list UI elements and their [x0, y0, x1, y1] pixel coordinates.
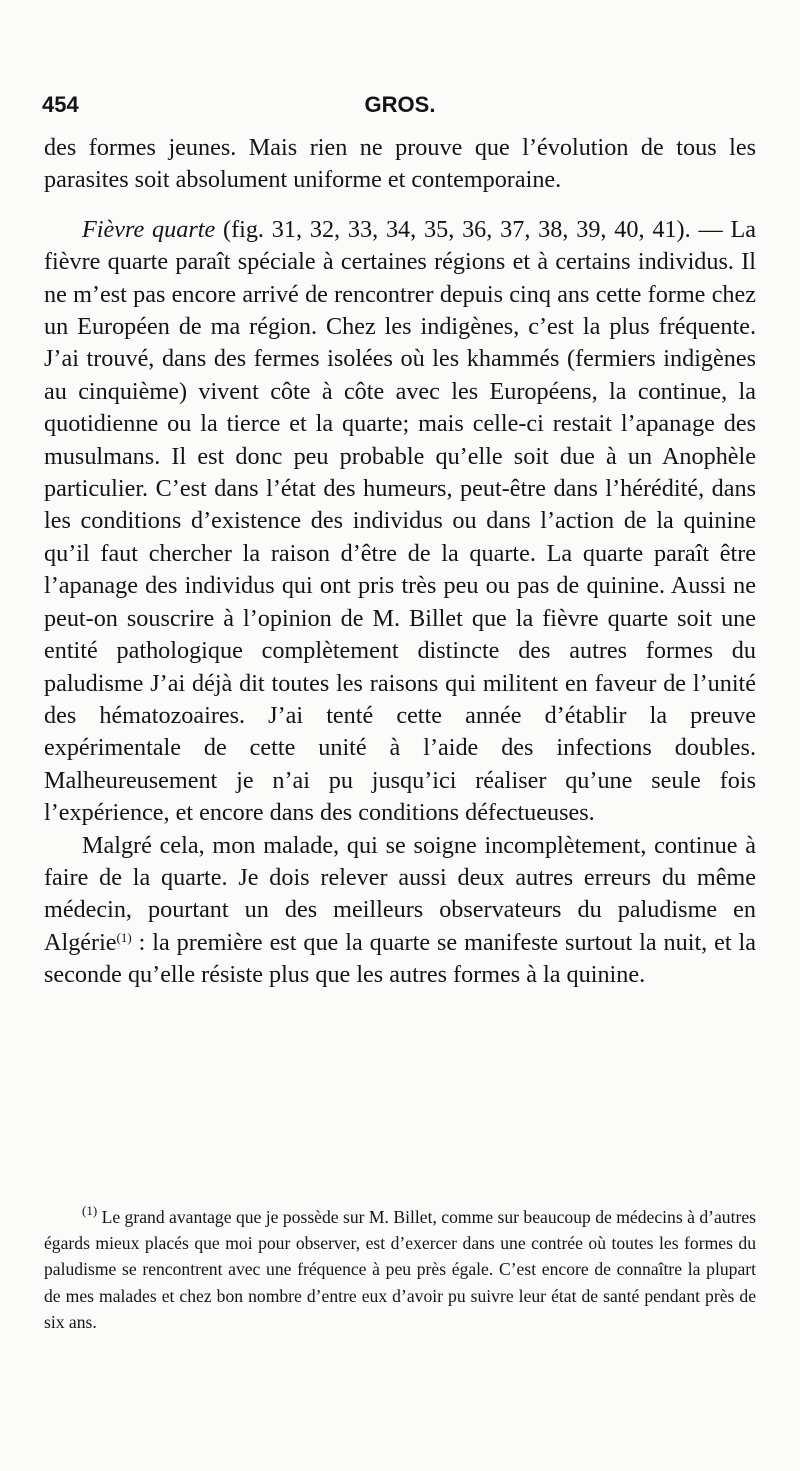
section-lead-title: Fièvre quarte — [82, 215, 216, 243]
paragraph-text: (fig. 31, 32, 33, 34, 35, 36, 37, 38, 39, 40, 41). — La fièvre quarte paraît spéciale à certaines régions et à certains individus. Il ne m’est pas encore arrivé de rencontrer depuis cinq ans cette forme chez un Européen de ma région. Chez les indigènes, c’est la plus fréquente. J’ai trouvé, dans des fermes isolées où les khammés (fermiers indigènes au cinquième) vivent côte à côte avec les Européens, la continue, la quotidienne ou la tierce et la quarte; mais celle-ci restait l’apanage des musulmans. Il est donc peu probable qu’elle soit due à un Anophèle particulier. C’est dans l’état des humeurs, peut-être dans l’hérédité, dans les conditions d’existence des individus ou dans l’action de la quinine qu’il faut chercher la raison d’être de la quarte. La quarte paraît être l’apanage des individus qui ont pris très peu ou pas de quinine. Aussi ne peut-on souscrire à l’opinion de M. Billet que la fièvre quarte soit une entité pathologique complètement distincte des autres formes du paludisme J’ai déjà dit toutes les raisons qui militent en faveur de l’unité des hématozoaires. J’ai tenté cette année d’établir la preuve expérimentale de cette unité à l’aide des infections doubles. Malheureusement je n’ai pu jusqu’ici réaliser qu’une seule fois l’expérience, et encore dans des conditions défectueuses. — [44, 215, 756, 827]
paragraph-text: Malgré cela, mon malade, qui se soigne incomplètement, continue à faire de la quarte. Je dois relever aussi deux autres erreurs du même médecin, pourtant un des meilleurs observateurs du paludisme en Algérie — [44, 831, 756, 956]
footnote-marker: (1) — [82, 1203, 98, 1218]
page-header — [42, 92, 758, 132]
page-number: 454 — [42, 92, 79, 117]
footnote-text: Le grand avantage que je possède sur M. Billet, comme sur beaucoup de médecins à d’autres égards mieux placés que moi pour observer, est d’exercer dans une contrée où toutes les formes du paludisme se rencontrent avec une fréquence à peu près égale. C’est encore de connaître la plupart de mes malades et chez bon nombre d’entre eux d’avoir pu suivre leur état de santé pendant près de six ans. — [44, 1207, 756, 1332]
footnote-reference: (1) — [116, 929, 132, 945]
running-head: GROS. — [364, 92, 436, 117]
paragraph-text: : la première est que la quarte se manifeste surtout la nuit, et la seconde qu’elle résiste plus que les autres formes à la quinine. — [44, 928, 756, 989]
paragraph-fievre-quarte — [44, 214, 756, 830]
paragraph-continuation: des formes jeunes. Mais rien ne prouve que l’évolution de tous les parasites soit absolument uniforme et contemporaine. — [44, 134, 756, 194]
paragraph-malgre — [44, 830, 756, 992]
body-text — [44, 132, 756, 992]
footnote — [44, 1204, 756, 1335]
